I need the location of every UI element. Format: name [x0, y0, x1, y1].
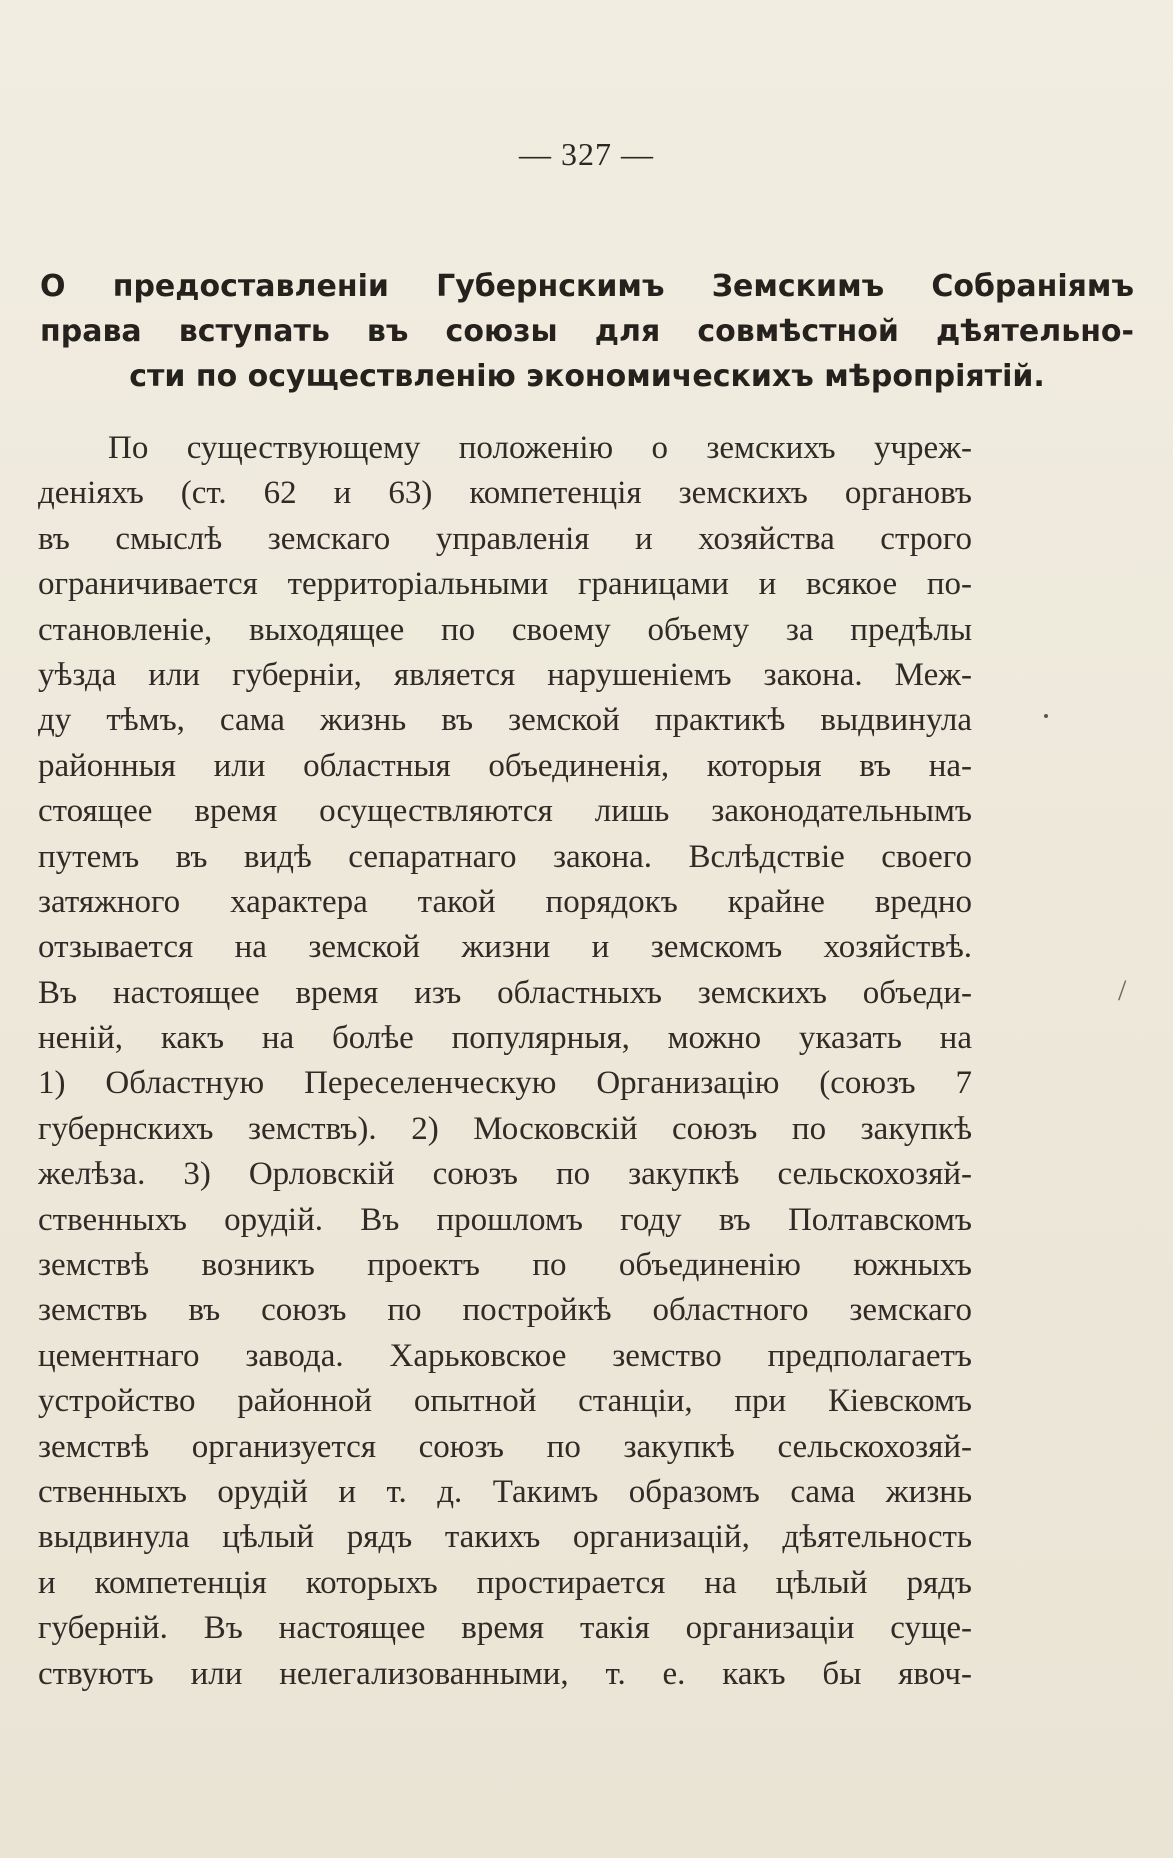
section-title: [40, 264, 1134, 399]
text-line: ственныхъ орудій и т. д. Такимъ образомъ сама жизнь: [38, 1473, 972, 1510]
text-line: становленіе, выходящее по своему объему за предѣлы: [38, 611, 972, 648]
text-line: неній, какъ на болѣе популярныя, можно указать на: [38, 1020, 972, 1057]
text-line: ограничивается территоріальными границами и всякое по-: [38, 566, 972, 603]
text-line: деніяхъ (ст. 62 и 63) компетенція земскихъ органовъ: [38, 475, 972, 512]
text-line: ственныхъ орудій. Въ прошломъ году въ Полтавскомъ: [38, 1201, 972, 1238]
text-line: губерній. Въ настоящее время такія организаціи суще-: [38, 1610, 972, 1647]
text-line: стоящее время осуществляются лишь законодательнымъ: [38, 793, 972, 830]
text-line: цементнаго завода. Харьковское земство предполагаетъ: [38, 1337, 972, 1374]
text-line: ствуютъ или нелегализованными, т. е. какъ бы явоч-: [38, 1655, 972, 1692]
page-number-header: — 327 —: [519, 136, 654, 172]
text-line: выдвинула цѣлый рядъ такихъ организацій, дѣятельность: [38, 1519, 972, 1556]
text-line: и компетенція которыхъ простирается на цѣлый рядъ: [38, 1564, 972, 1601]
text-line: районныя или областныя объединенія, которыя въ на-: [38, 747, 972, 784]
text-line: земствѣ организуется союзъ по закупкѣ сельскохозяй-: [38, 1428, 972, 1465]
title-line: права вступать въ союзы для совмѣстной дѣятельно-: [40, 314, 1134, 349]
text-line: въ смыслѣ земскаго управленія и хозяйства строго: [38, 520, 972, 557]
paper-speck: [1044, 714, 1048, 718]
text-line: губернскихъ земствъ). 2) Московскій союзъ по закупкѣ: [38, 1110, 972, 1147]
text-line: ду тѣмъ, сама жизнь въ земской практикѣ выдвинула: [38, 702, 972, 739]
text-line: Въ настоящее время изъ областныхъ земскихъ объеди-: [38, 974, 972, 1011]
text-line: земствѣ возникъ проектъ по объединенію южныхъ: [38, 1247, 972, 1284]
text-line: земствъ въ союзъ по постройкѣ областного земскаго: [38, 1292, 972, 1329]
text-line: уѣзда или губерніи, является нарушеніемъ закона. Меж-: [38, 656, 972, 693]
text-line: отзывается на земской жизни и земскомъ хозяйствѣ.: [38, 929, 972, 966]
text-line: 1) Областную Переселенческую Организацію (союзъ 7: [38, 1065, 972, 1102]
body-paragraph: [38, 426, 972, 1697]
title-line: О предоставленіи Губернскимъ Земскимъ Собраніямъ: [40, 269, 1134, 304]
margin-pencil-mark: /: [1118, 974, 1127, 1007]
text-line: путемъ въ видѣ сепаратнаго закона. Вслѣдствіе своего: [38, 838, 972, 875]
text-line: По существующему положенію о земскихъ учреж-: [108, 430, 972, 466]
text-line: желѣза. 3) Орловскій союзъ по закупкѣ сельскохозяй-: [38, 1156, 972, 1193]
text-line: затяжного характера такой порядокъ крайне вредно: [38, 883, 972, 920]
text-line: устройство районной опытной станціи, при Кіевскомъ: [38, 1383, 972, 1420]
title-line: сти по осуществленію экономическихъ мѣропріятій.: [129, 359, 1045, 394]
